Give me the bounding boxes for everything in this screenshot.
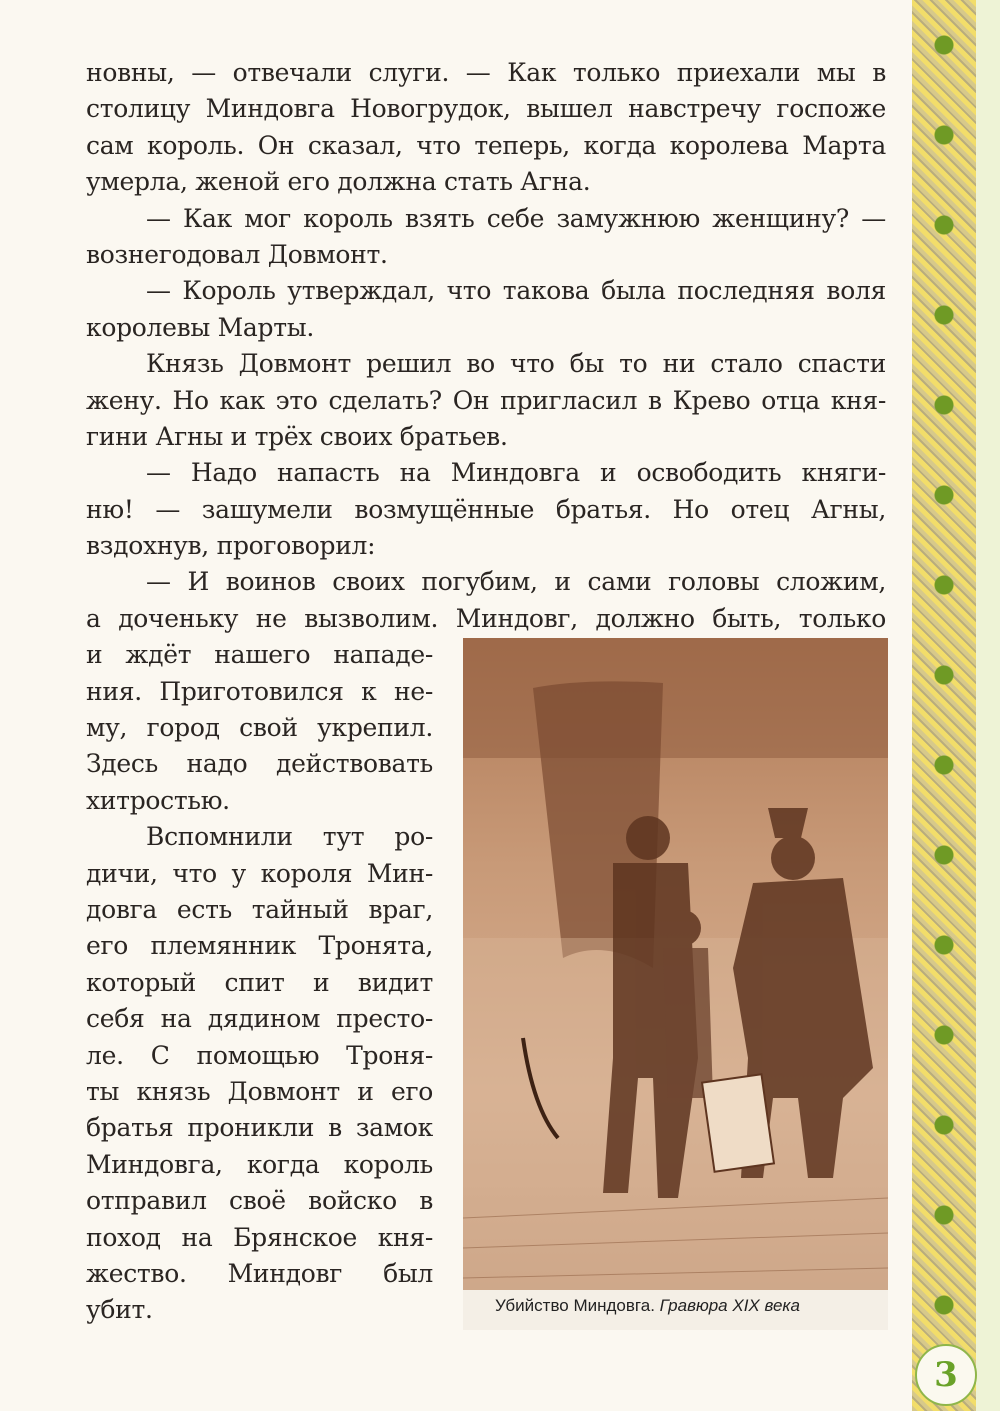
- text-line: братья проникли в замок: [86, 1113, 433, 1143]
- text-line: жену. Но как это сделать? Он пригласил в Крево отца кня-: [86, 385, 886, 415]
- text-line: му, город свой укрепил.: [86, 713, 433, 743]
- text-line: себя на дядином престо-: [86, 1004, 433, 1034]
- text-line: — Надо напасть на Миндовга и освободить княги-: [146, 458, 886, 488]
- text-line: и ждёт нашего нападе-: [86, 640, 433, 670]
- text-line: который спит и видит: [86, 967, 433, 997]
- text-line: сам король. Он сказал, что теперь, когда королева Марта: [86, 130, 886, 160]
- text-line: отправил своё войско в: [86, 1186, 433, 1216]
- text-line: а доченьку не вызволим. Миндовг, должно быть, только: [86, 603, 886, 633]
- celtic-knot-border: [912, 0, 976, 1411]
- text-line: довга есть тайный враг,: [86, 894, 433, 924]
- text-line: вознегодовал Довмонт.: [86, 239, 388, 269]
- text-line: ния. Приготовился к не-: [86, 676, 433, 706]
- text-line: дичи, что у короля Мин-: [86, 858, 433, 888]
- text-line: хитростью.: [86, 785, 230, 815]
- text-line: вздохнув, проговорил:: [86, 531, 376, 561]
- text-line: ты князь Довмонт и его: [86, 1076, 433, 1106]
- page-number: 3: [915, 1344, 977, 1406]
- caption-source: Гравюра XIX века: [659, 1296, 800, 1315]
- text-line: — И воинов своих погубим, и сами головы сложим,: [146, 567, 886, 597]
- engraving-scene: [463, 638, 888, 1290]
- text-line: Князь Довмонт решил во что бы то ни стало спасти: [146, 349, 886, 379]
- text-line: убит.: [86, 1295, 153, 1325]
- text-line: — Как мог король взять себе замужнюю женщину? —: [146, 203, 886, 233]
- text-line: умерла, женой его должна стать Агна.: [86, 167, 591, 197]
- text-line: ле. С помощью Троня-: [86, 1040, 433, 1070]
- text-line: новны, — отвечали слуги. — Как только приехали мы в: [86, 58, 886, 87]
- text-line: поход на Брянское кня-: [86, 1222, 433, 1252]
- engraving-illustration: [463, 638, 888, 1290]
- text-line: ню! — зашумели возмущённые братья. Но отец Агны,: [86, 494, 886, 524]
- text-line: Здесь надо действовать: [86, 749, 433, 779]
- illustration-caption: [495, 1296, 800, 1316]
- margin-strip: [976, 0, 1000, 1411]
- text-line: Миндовга, когда король: [86, 1149, 433, 1179]
- text-line: его племянник Тронята,: [86, 931, 433, 961]
- text-line: — Король утверждал, что такова была последняя воля: [146, 276, 886, 306]
- text-line: гини Агны и трёх своих братьев.: [86, 421, 508, 451]
- text-line: столицу Миндовга Новогрудок, вышел навстречу госпоже: [86, 94, 886, 124]
- text-line: королевы Марты.: [86, 312, 315, 342]
- text-line: Вспомнили тут ро-: [146, 822, 433, 852]
- text-line: жество. Миндовг был: [86, 1258, 433, 1288]
- caption-title: Убийство Миндовга.: [495, 1296, 655, 1315]
